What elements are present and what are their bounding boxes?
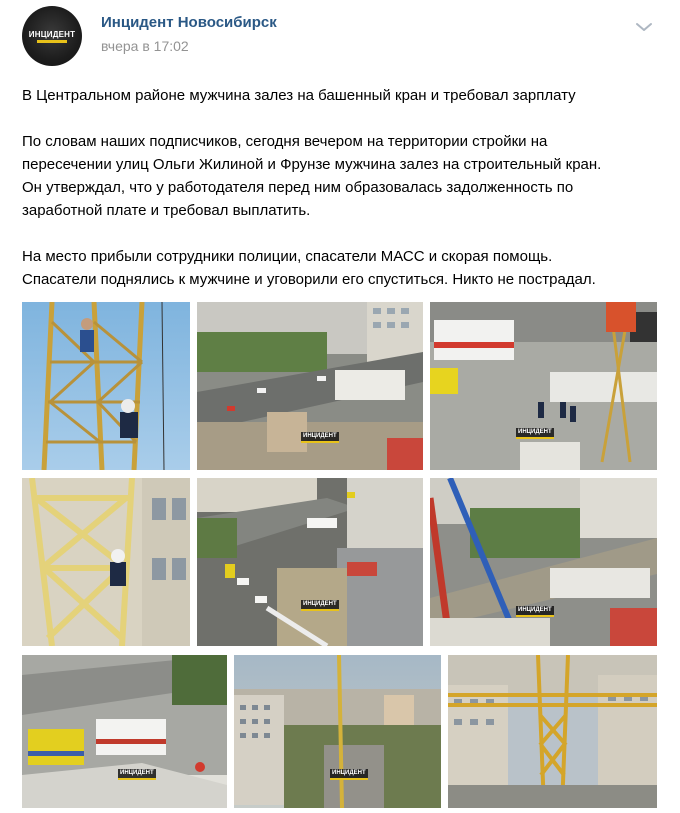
photo-thumbnail-8[interactable] <box>234 655 441 808</box>
construction-site-aerial-photo <box>197 478 423 646</box>
post-line: пересечении улиц Ольги Жилиной и Фрунзе мужчина залез на строительный кран. <box>22 156 602 173</box>
post-line: Спасатели поднялись к мужчине и уговорили его спуститься. Никто не пострадал. <box>22 271 596 288</box>
post-headline: В Центральном районе мужчина залез на башенный кран и требовал зарплату <box>22 87 576 104</box>
post-timestamp[interactable]: вчера в 17:02 <box>101 38 189 54</box>
photo-thumbnail-3[interactable] <box>430 302 657 470</box>
photo-thumbnail-2[interactable] <box>197 302 423 470</box>
post-line: Он утверждал, что у работодателя перед ним образовалась задолженность по <box>22 179 574 196</box>
post-line: По словам наших подписчиков, сегодня вечером на территории стройки на <box>22 133 548 150</box>
post-author-link[interactable]: Инцидент Новосибирск <box>101 14 277 31</box>
ambulances-photo <box>22 655 227 808</box>
crane-mast-photo <box>22 302 190 470</box>
photo-thumbnail-4[interactable] <box>22 478 190 646</box>
crane-tower-photo <box>448 655 657 808</box>
city-panorama-photo <box>234 655 441 808</box>
post-text <box>22 84 662 291</box>
crane-climb-photo <box>22 478 190 646</box>
chevron-down-icon[interactable] <box>634 20 654 34</box>
photo-watermark: ИНЦИДЕНТ <box>301 432 339 443</box>
ambulance-scene-photo <box>430 302 657 470</box>
photo-thumbnail-7[interactable] <box>22 655 227 808</box>
crane-view-down-photo <box>430 478 657 646</box>
photo-watermark: ИНЦИДЕНТ <box>516 428 554 439</box>
photo-thumbnail-6[interactable] <box>430 478 657 646</box>
group-avatar[interactable] <box>22 6 82 66</box>
post-line: На место прибыли сотрудники полиции, спасатели МАСС и скорая помощь. <box>22 248 553 265</box>
photo-thumbnail-9[interactable] <box>448 655 657 808</box>
avatar-logo-bar <box>37 40 67 43</box>
photo-thumbnail-1[interactable] <box>22 302 190 470</box>
post-line: заработной плате и требовал выплатить. <box>22 202 311 219</box>
photo-watermark: ИНЦИДЕНТ <box>118 769 156 780</box>
street-aerial-photo <box>197 302 423 470</box>
photo-watermark: ИНЦИДЕНТ <box>330 769 368 780</box>
photo-thumbnail-5[interactable] <box>197 478 423 646</box>
avatar-logo-text: ИНЦИДЕНТ <box>28 30 76 39</box>
photo-watermark: ИНЦИДЕНТ <box>301 600 339 611</box>
photo-watermark: ИНЦИДЕНТ <box>516 606 554 617</box>
